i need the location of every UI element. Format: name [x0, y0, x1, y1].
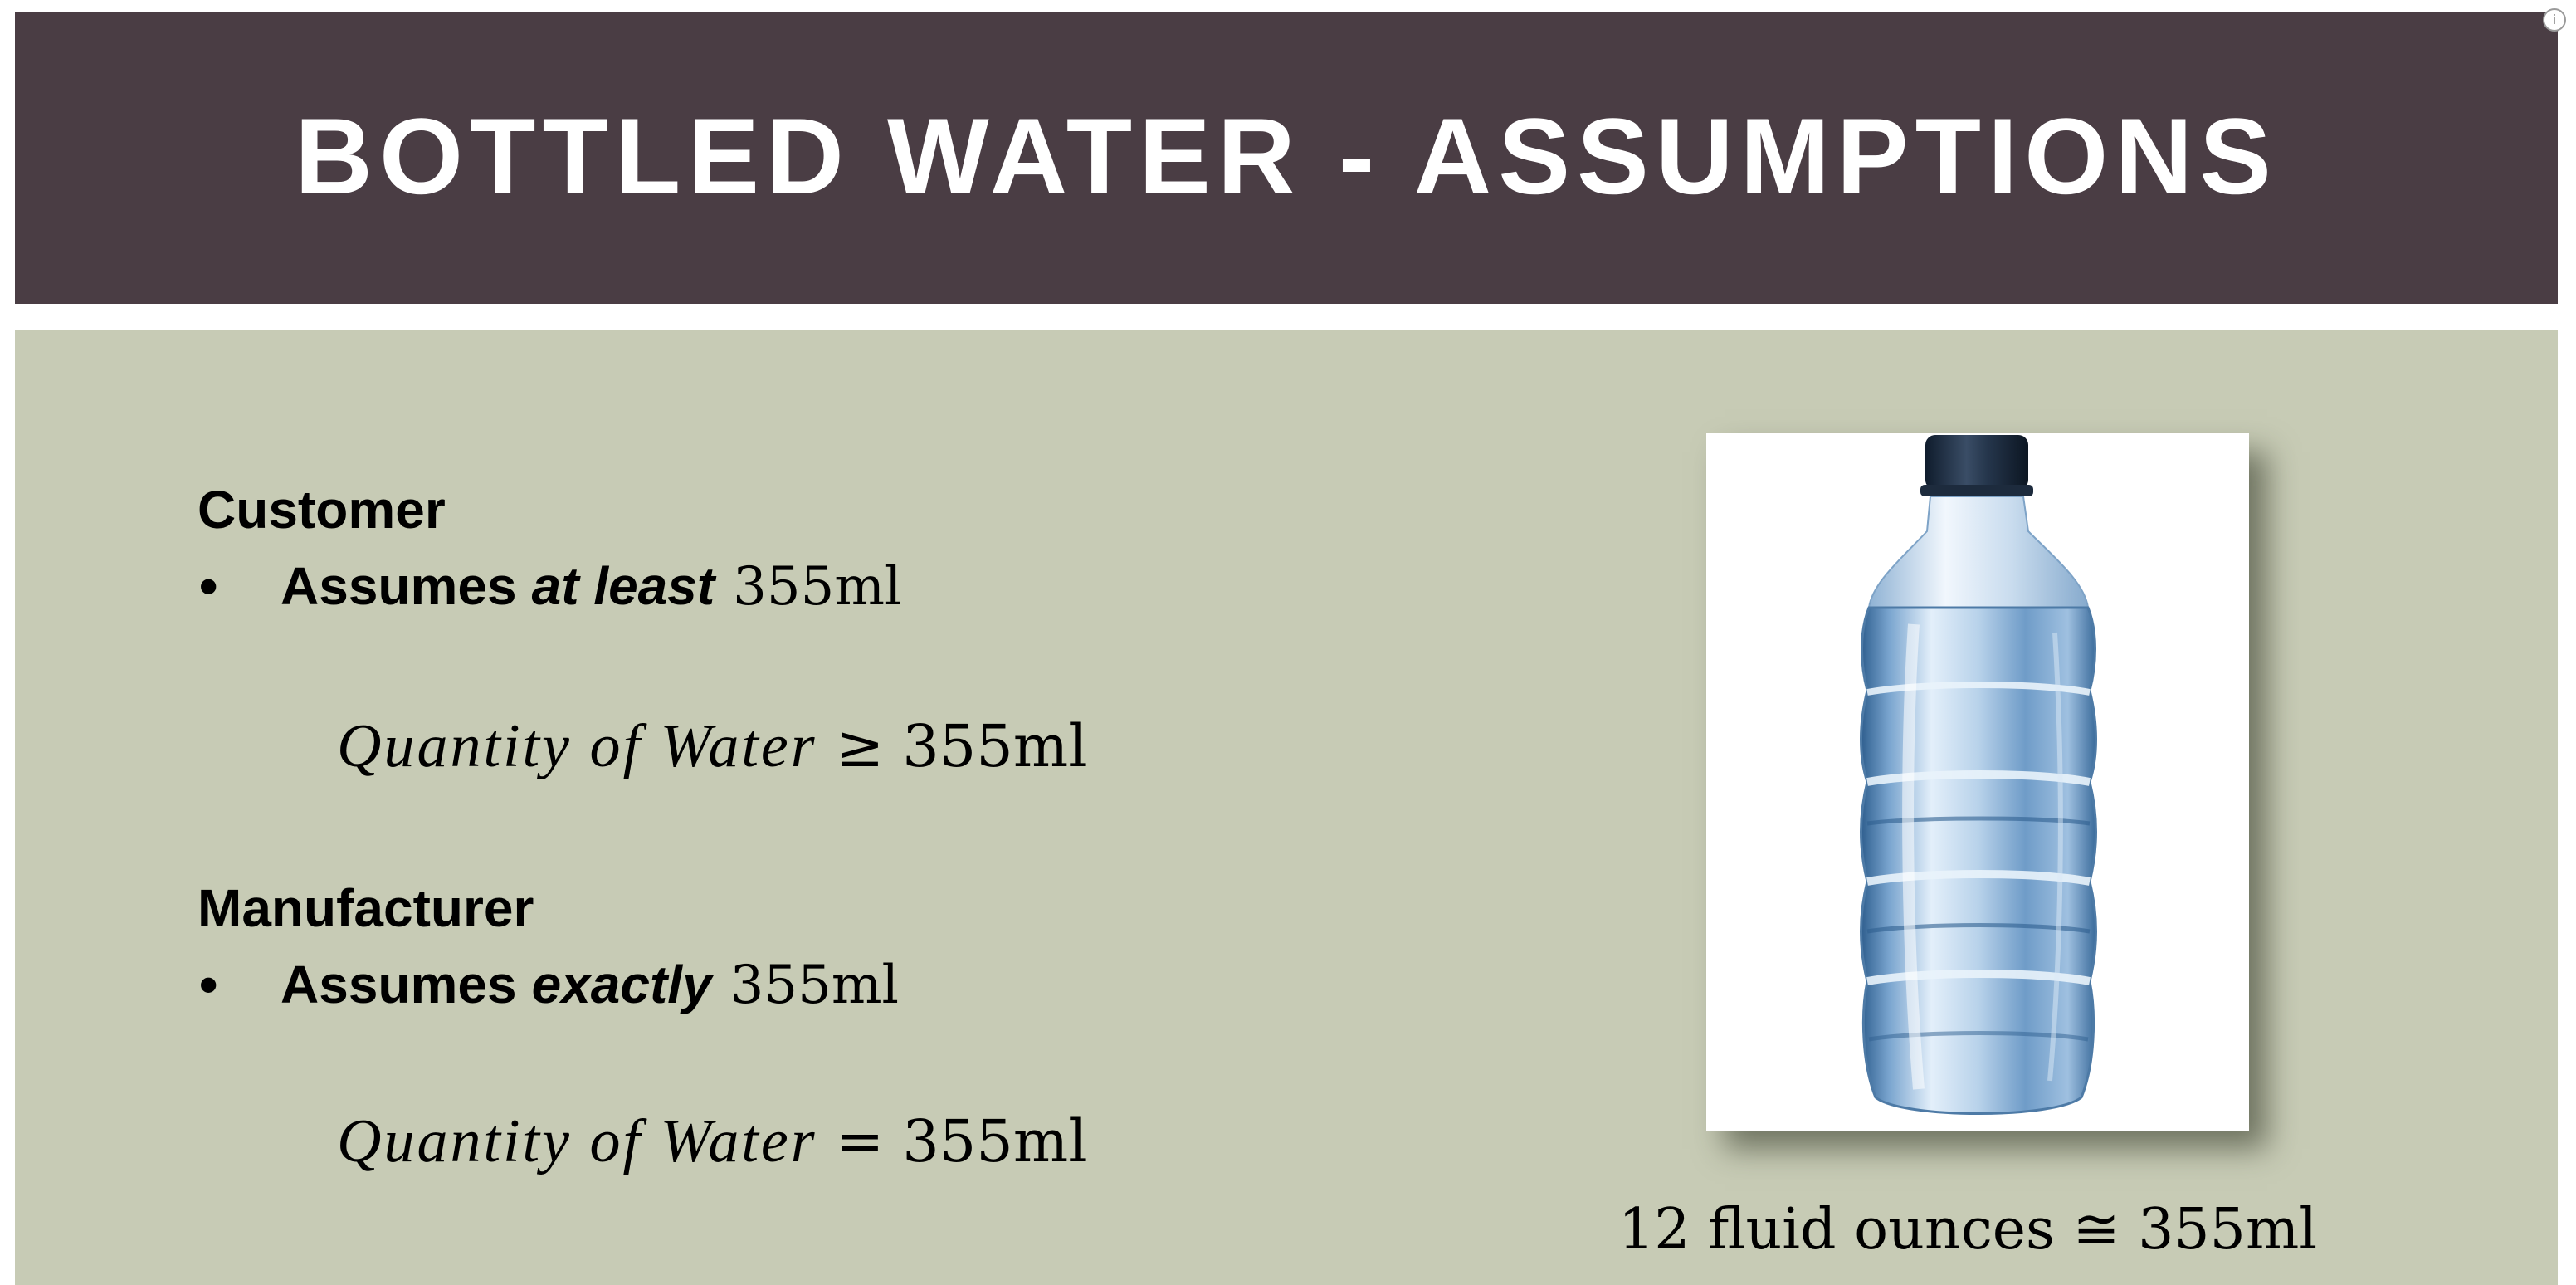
- conversion-caption: 12 fluid ounces ≅ 355ml: [1618, 1197, 2318, 1263]
- customer-heading: Customer: [198, 480, 446, 540]
- manufacturer-equation: [337, 1107, 1087, 1175]
- customer-equation-operator: ≥: [835, 712, 885, 780]
- customer-equation: [337, 712, 1087, 780]
- customer-bullet-value: 355ml: [733, 556, 902, 618]
- manufacturer-bullet-word: Assumes: [281, 955, 517, 1014]
- manufacturer-bullet: [199, 955, 899, 1016]
- manufacturer-equation-operator: =: [835, 1107, 885, 1175]
- customer-equation-rhs: 355ml: [902, 712, 1087, 780]
- manufacturer-bullet-emphasis: exactly: [531, 955, 712, 1014]
- manufacturer-bullet-value: 355ml: [729, 955, 899, 1016]
- customer-bullet-word: Assumes: [281, 556, 517, 616]
- water-bottle-photo: [1706, 433, 2249, 1131]
- customer-equation-lhs: Quantity of Water: [337, 712, 817, 780]
- manufacturer-equation-rhs: 355ml: [902, 1107, 1087, 1175]
- info-icon[interactable]: i: [2543, 8, 2566, 32]
- customer-bullet: [199, 556, 902, 618]
- title-bar: [15, 12, 2558, 304]
- water-bottle-icon: [1706, 433, 2249, 1131]
- slide-title: BOTTLED WATER - ASSUMPTIONS: [295, 95, 2278, 217]
- bullet-icon: •: [199, 556, 218, 616]
- manufacturer-equation-lhs: Quantity of Water: [337, 1107, 817, 1175]
- customer-bullet-emphasis: at least: [531, 556, 715, 616]
- bullet-icon: •: [199, 955, 218, 1014]
- manufacturer-heading: Manufacturer: [198, 878, 534, 938]
